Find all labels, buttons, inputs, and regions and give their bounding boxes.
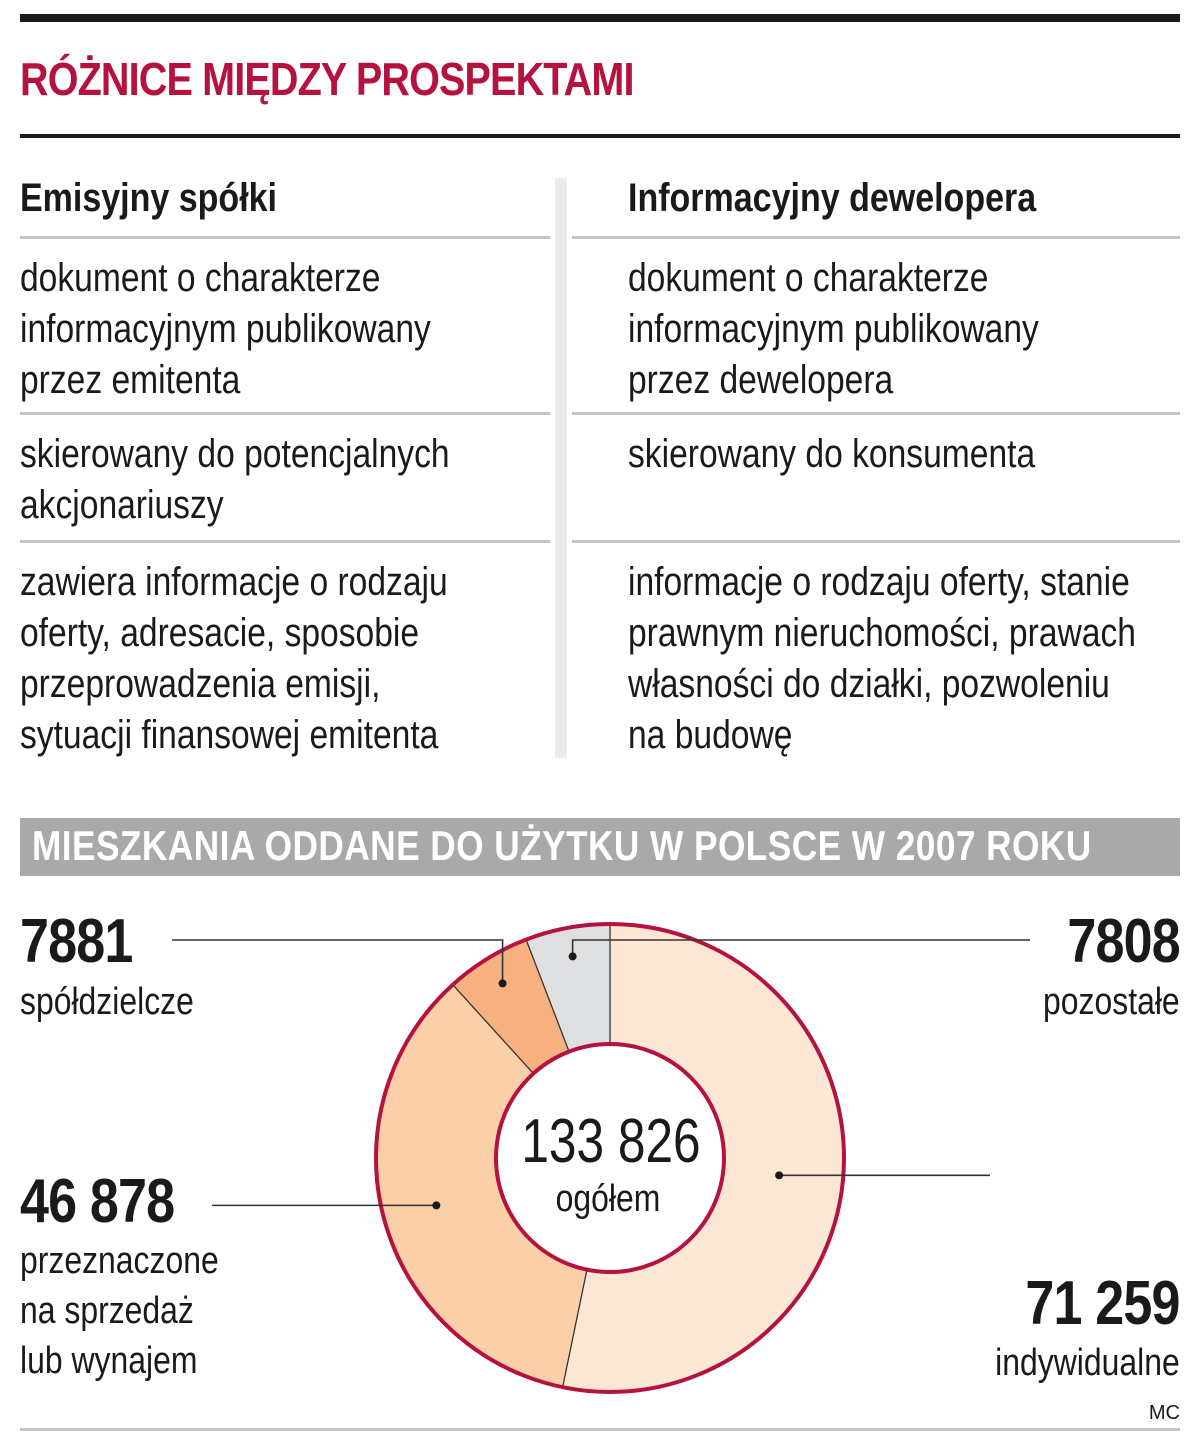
top-rule bbox=[20, 14, 1180, 22]
cell-line: zawiera informacje o rodzaju bbox=[20, 560, 448, 604]
comparison-cell bbox=[20, 412, 550, 540]
cell-line: informacyjnym publikowany bbox=[20, 307, 431, 351]
chart-title: MIESZKANIA ODDANE DO UŻYTKU W POLSCE W 2007 ROKU bbox=[32, 822, 1092, 869]
cell-line: informacyjnym publikowany bbox=[628, 307, 1039, 351]
comparison-cell bbox=[20, 236, 550, 412]
column-heading-left: Emisyjny spółki bbox=[20, 176, 277, 220]
label-sprzedaz-line: lub wynajem bbox=[20, 1340, 198, 1382]
value-indywidualne: 71 259 bbox=[1025, 1269, 1180, 1338]
cell-line: własności do działki, pozwoleniu bbox=[628, 662, 1110, 706]
cell-line: dokument o charakterze bbox=[628, 256, 989, 300]
total-label: ogółem bbox=[555, 1178, 661, 1220]
total-value: 133 826 bbox=[521, 1107, 701, 1176]
label-spoldzielcze: spółdzielcze bbox=[20, 981, 194, 1023]
value-sprzedaz: 46 878 bbox=[20, 1167, 175, 1236]
label-indywidualne: indywidualne bbox=[995, 1342, 1180, 1384]
source-credit: MC bbox=[1148, 1402, 1180, 1424]
comparison-cell bbox=[572, 236, 1180, 412]
page-title: RÓŻNICE MIĘDZY PROSPEKTAMI bbox=[20, 53, 634, 105]
leader-spoldzielcze-dot bbox=[499, 979, 507, 987]
comparison-column-left bbox=[20, 168, 550, 760]
label-sprzedaz-line: przeznaczone bbox=[20, 1240, 219, 1282]
column-heading-right: Informacyjny dewelopera bbox=[628, 176, 1037, 220]
leader-spoldzielcze-line bbox=[172, 940, 503, 983]
leader-pozostale-dot bbox=[569, 952, 577, 960]
value-spoldzielcze: 7881 bbox=[20, 907, 133, 976]
comparison-column-right bbox=[628, 168, 1180, 760]
label-sprzedaz-line: na sprzedaż bbox=[20, 1290, 194, 1332]
cell-line: skierowany do potencjalnych bbox=[20, 432, 450, 476]
cell-line: oferty, adresacie, sposobie bbox=[20, 611, 420, 655]
comparison-cell bbox=[572, 540, 1180, 760]
label-pozostale: pozostałe bbox=[1043, 981, 1180, 1023]
cell-line: przez emitenta bbox=[20, 358, 241, 402]
cell-line: akcjonariuszy bbox=[20, 483, 224, 527]
cell-line: przeprowadzenia emisji, bbox=[20, 662, 381, 706]
column-separator bbox=[555, 178, 567, 758]
cell-line: sytuacji finansowej emitenta bbox=[20, 713, 439, 757]
cell-line: skierowany do konsumenta bbox=[628, 432, 1036, 476]
cell-line: dokument o charakterze bbox=[20, 256, 381, 300]
value-pozostale: 7808 bbox=[1067, 907, 1180, 976]
comparison-cell bbox=[20, 540, 550, 760]
cell-line: prawnym nieruchomości, prawach bbox=[628, 611, 1136, 655]
cell-line: na budowę bbox=[628, 713, 793, 757]
bottom-rule bbox=[20, 1428, 1180, 1431]
cell-line: informacje o rodzaju oferty, stanie bbox=[628, 560, 1130, 604]
comparison-cell bbox=[572, 412, 1180, 540]
cell-line: przez dewelopera bbox=[628, 358, 894, 402]
title-rule bbox=[20, 134, 1180, 138]
